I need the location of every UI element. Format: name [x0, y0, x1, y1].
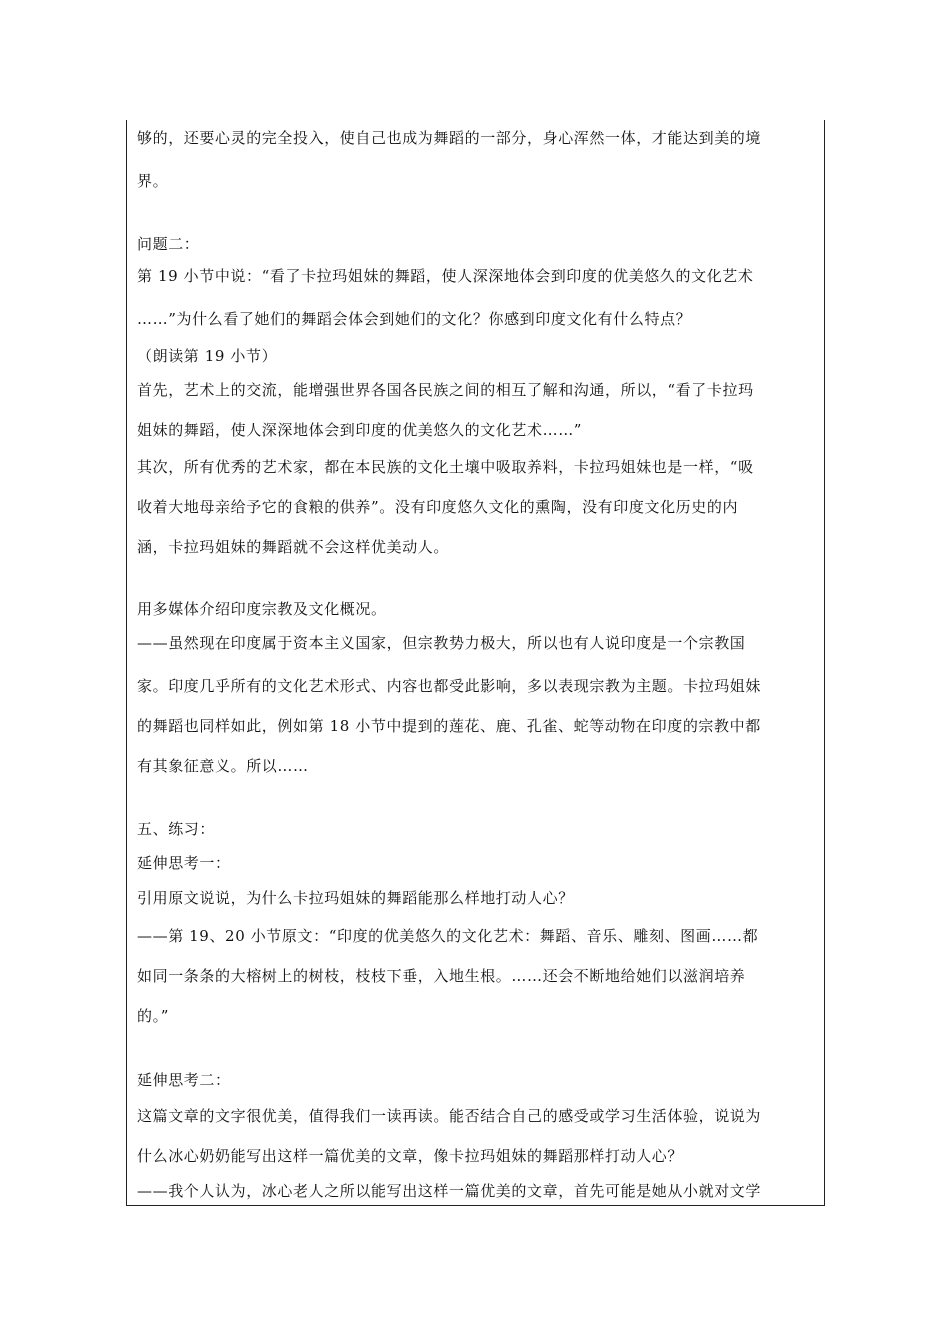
answer-text: 涵，卡拉玛姐妹的舞蹈就不会这样优美动人。	[137, 538, 450, 556]
answer-text: ——我个人认为，冰心老人之所以能写出这样一篇优美的文章，首先可能是她从小就对文学	[137, 1182, 762, 1200]
question-text: 引用原文说说，为什么卡拉玛姐妹的舞蹈能那么样地打动人心？	[137, 889, 574, 907]
answer-text: ——第 19、20 小节原文：“印度的优美悠久的文化艺术：舞蹈、音乐、雕刻、图画……都	[137, 927, 759, 945]
answer-text: 的。”	[137, 1007, 169, 1025]
question-text: 什么冰心奶奶能写出这样一篇优美的文章，像卡拉玛姐妹的舞蹈那样打动人心？	[137, 1147, 684, 1165]
question-text: ……”为什么看了她们的舞蹈会体会到她们的文化？你感到印度文化有什么特点？	[137, 310, 692, 328]
question-text: 第 19 小节中说：“看了卡拉玛姐妹的舞蹈，使人深深地体会到印度的优美悠久的文化艺术	[137, 267, 754, 285]
section-heading: 五、练习：	[137, 820, 216, 838]
answer-text: 收着大地母亲给予它的食粮的供养”。没有印度悠久文化的熏陶，没有印度文化历史的内	[137, 498, 739, 516]
section-heading: 延伸思考二：	[137, 1071, 231, 1089]
question-text: 这篇文章的文字很优美，值得我们一读再读。能否结合自己的感受或学习生活体验，说说为	[137, 1107, 762, 1125]
answer-text: 的舞蹈也同样如此，例如第 18 小节中提到的莲花、鹿、孔雀、蛇等动物在印度的宗教中都	[137, 717, 761, 735]
text-line: 界。	[137, 172, 169, 190]
answer-text: 首先，艺术上的交流，能增强世界各国各民族之间的相互了解和沟通，所以，“看了卡拉玛	[137, 381, 754, 399]
answer-text: 姐妹的舞蹈，使人深深地体会到印度的优美悠久的文化艺术……”	[137, 421, 583, 439]
answer-text: ——虽然现在印度属于资本主义国家，但宗教势力极大，所以也有人说印度是一个宗教国	[137, 634, 746, 652]
text-line: （朗读第 19 小节）	[137, 347, 278, 365]
section-heading: 问题二：	[137, 235, 200, 253]
answer-text: 有其象征意义。所以……	[137, 757, 309, 775]
section-heading: 延伸思考一：	[137, 854, 231, 872]
text-line: 够的，还要心灵的完全投入，使自己也成为舞蹈的一部分，身心浑然一体，才能达到美的境	[137, 129, 762, 147]
answer-text: 家。印度几乎所有的文化艺术形式、内容也都受此影响，多以表现宗教为主题。卡拉玛姐妹	[137, 677, 762, 695]
text-line: 用多媒体介绍印度宗教及文化概况。	[137, 600, 387, 618]
answer-text: 其次，所有优秀的艺术家，都在本民族的文化土壤中吸取养料，卡拉玛姐妹也是一样，“吸	[137, 458, 754, 476]
answer-text: 如同一条条的大榕树上的树枝，枝枝下垂，入地生根。……还会不断地给她们以滋润培养	[137, 967, 746, 985]
